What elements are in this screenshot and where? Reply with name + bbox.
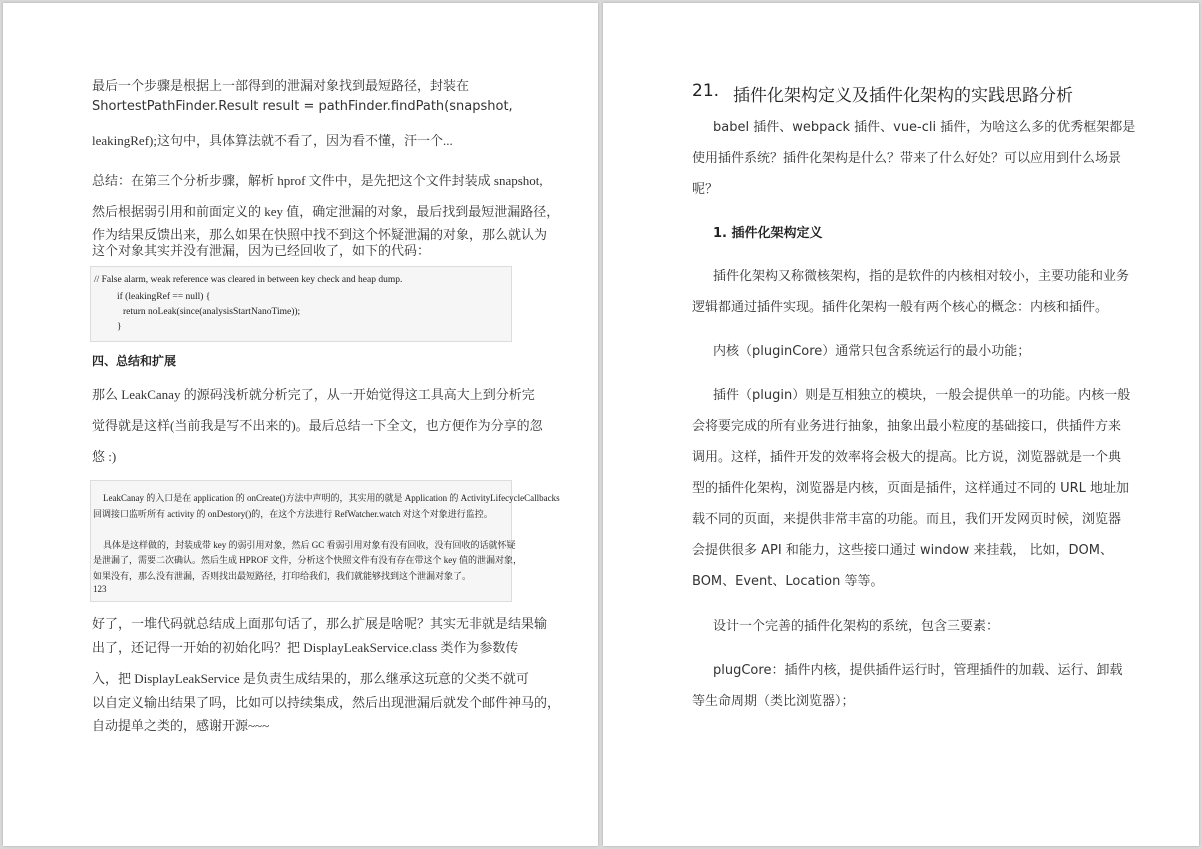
heading-number: 21. [692,81,720,101]
text-line: 这个对象其实并没有泄漏，因为已经回收了，如下的代码： [92,243,431,258]
text-line: 调用。这样，插件开发的效率将会极大的提高。比方说，浏览器就是一个典 [692,450,1122,465]
text-line: 型的插件化架构，浏览器是内核，页面是插件，这样通过不同的 URL 地址加 [692,481,1130,496]
code-line: 回调接口监听所有 activity 的 onDestory()的，在这个方法进行 RefWatcher.watch 对这个对象进行监控。 [93,509,493,519]
text-line: 然后根据弱引用和前面定义的 key 值，确定泄漏的对象，最后找到最短泄漏路径， [92,204,560,219]
code-line: 123 [93,584,107,594]
text-line: 等生命周期（类比浏览器）； [692,694,855,709]
code-line: 如果没有，那么没有泄漏，否则找出最短路径，打印给我们，我们就能够找到这个泄漏对象了。 [93,571,472,581]
text-line: plugCore：插件内核，提供插件运行时，管理插件的加载、运行、卸载 [713,663,1123,678]
text-line: 自动提单之类的，感谢开源~~~ [92,718,270,733]
heading-title: 插件化架构定义及插件化架构的实践思路分析 [733,86,1073,106]
code-block [90,266,512,342]
code-line: }​​​ [117,322,122,332]
document-page-right [603,3,1199,846]
code-line: // False alarm, weak reference was cleared in between key check and heap dump. [94,275,403,285]
code-line: 具体是这样做的，封装成带 key 的弱引用对象，然后 GC 看弱引用对象有没有回收，没有回收的话就怀疑 [103,540,516,550]
subheading: 1. 插件化架构定义 [713,226,823,241]
text-line: 会将要完成的所有业务进行抽象，抽象出最小粒度的基础接口，供插件方来 [692,419,1122,434]
code-line: return noLeak(since(analysisStartNanoTime)); [123,307,301,317]
text-line: 觉得就是这样(当前我是写不出来的)。最后总结一下全文，也方便作为分享的忽 [92,418,543,433]
text-line: 载不同的页面，来提供非常丰富的功能。而且，我们开发网页时候，浏览器 [692,512,1122,527]
code-line: LeakCanay 的入口是在 application 的 onCreate()方法中声明的，其实用的就是 Application 的 ActivityLifecycleCallbacks [103,493,560,503]
text-line: 总结：在第三个分析步骤，解析 hprof 文件中，是先把这个文件封装成 snapshot, [92,173,543,188]
code-block [90,480,560,602]
text-line: 呢？ [692,182,719,197]
text-line: 插件化架构又称微核架构，指的是软件的内核相对较小，主要功能和业务 [713,269,1130,284]
text-line: 内核（pluginCore）通常只包含系统运行的最小功能； [713,344,1031,359]
text-line: 作为结果反馈出来，那么如果在快照中找不到这个怀疑泄漏的对象，那么就认为 [92,227,548,242]
code-line: if (leakingRef == null) { [117,292,211,302]
text-line: leakingRef);这句中，具体算法就不看了，因为看不懂，汗一个... [92,133,453,148]
text-line: 使用插件系统？插件化架构是什么？带来了什么好处？可以应用到什么场景 [692,151,1122,166]
text-line: 好了，一堆代码就总结成上面那句话了，那么扩展是啥呢？其实无非就是结果输 [92,616,548,631]
text-line: 设计一个完善的插件化架构的系统，包含三要素： [713,619,1000,634]
text-line: 会提供很多 API 和能力，这些接口通过 window 来挂载， 比如，DOM、 [692,543,1114,558]
code-line: 是泄漏了，需要二次确认。然后生成 HPROF 文件，分析这个快照文件有没有存在带这个 key 值的泄漏对象， [93,555,523,565]
text-line: 以自定义输出结果了吗，比如可以持续集成，然后出现泄漏后就发个邮件神马的， [92,695,561,710]
section-heading: 四、总结和扩展 [92,354,177,368]
text-line: 入，把 DisplayLeakService 是负责生成结果的，那么继承这玩意的父类不就可 [92,671,529,686]
text-line: 悠 :) [92,449,117,464]
document-page-left [3,3,598,846]
text-line: 出了，还记得一开始的初始化吗？把 DisplayLeakService.class 类作为参数传 [92,640,519,655]
text-line: 最后一个步骤是根据上一部得到的泄漏对象找到最短路径，封装在 [92,78,470,93]
text-line: BOM、Event、Location 等等。 [692,574,884,589]
text-line: ShortestPathFinder.Result result = pathFinder.findPath(snapshot, [92,99,513,114]
text-line: babel 插件、webpack 插件、vue-cli 插件，为啥这么多的优秀框架都是 [713,120,1136,135]
text-line: 逻辑都通过插件实现。插件化架构一般有两个核心的概念：内核和插件。 [692,300,1109,315]
text-line: 插件（plugin）则是互相独立的模块，一般会提供单一的功能。内核一般 [713,388,1131,403]
text-line: 那么 LeakCanay 的源码浅析就分析完了，从一开始觉得这工具高大上到分析完 [92,387,535,402]
